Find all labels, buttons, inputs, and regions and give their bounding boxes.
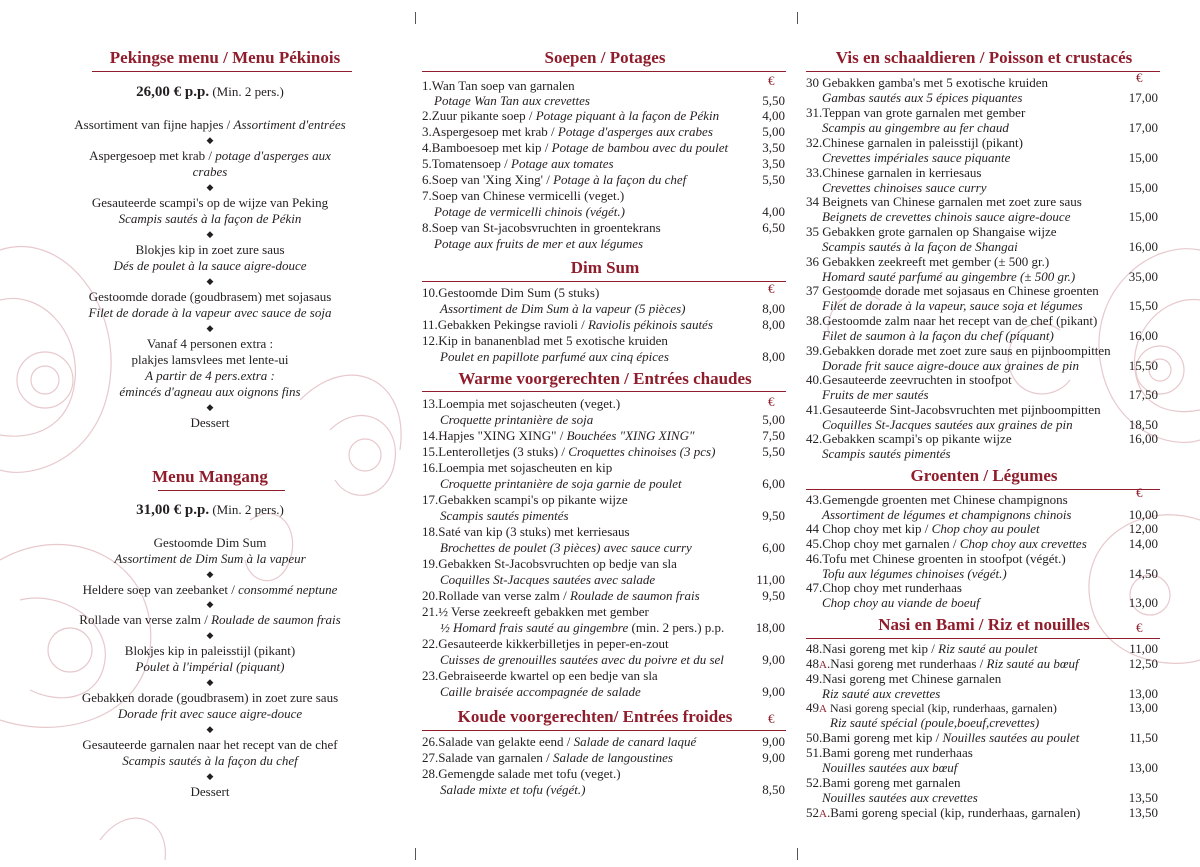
price: 14,00 <box>1128 536 1158 551</box>
price: 8,00 <box>762 317 785 332</box>
course-fr: Filet de dorade à la vapeur avec sauce de soja <box>88 305 332 320</box>
menu-item: 42.Gebakken scampi's op pikante wijze <box>806 431 1012 446</box>
title-underline <box>158 490 285 491</box>
menu-item-fr: Crevettes chinoises sauce curry <box>822 180 987 195</box>
menu-item-fr: Croquette printanière de soja <box>440 412 594 427</box>
euro-symbol: € <box>768 711 775 726</box>
menu-item: 32.Chinese garnalen in paleisstijl (pikant) <box>806 135 1023 150</box>
diamond-icon: ◆ <box>206 276 214 286</box>
menu-item: 51.Bami goreng met runderhaas <box>806 745 973 760</box>
price: 4,00 <box>762 204 785 219</box>
course: Gebakken dorade (goudbrasem) in zoet zure saus <box>81 690 339 705</box>
menu-pekingse-price <box>60 84 360 100</box>
price: 14,50 <box>1128 566 1158 581</box>
price: 16,00 <box>1128 239 1158 254</box>
euro-symbol: € <box>768 394 775 409</box>
menu-item: 1.Wan Tan soep van garnalen <box>422 78 575 93</box>
price: 6,00 <box>762 476 785 491</box>
menu-item: 37 Gestoomde dorade met sojasaus en Chinese groenten <box>806 283 1099 298</box>
euro-symbol: € <box>1136 485 1143 500</box>
price: 8,00 <box>762 349 785 364</box>
min-persons: (Min. 2 pers.) <box>209 502 284 517</box>
variant-mark: A <box>819 703 827 715</box>
course: Blokjes kip in paleisstijl (pikant) <box>124 643 296 658</box>
price: 13,50 <box>1128 790 1158 805</box>
menu-item: 31.Teppan van grote garnalen met gember <box>806 105 1026 120</box>
koude-title: Koude voorgerechten/ Entrées froides <box>457 707 733 726</box>
price: 15,00 <box>1128 209 1158 224</box>
menu-item: 41.Gesauteerde Sint-Jacobsvruchten met pijnboompitten <box>806 402 1101 417</box>
title-underline <box>806 71 1160 72</box>
menu-item: 18.Saté van kip (3 stuks) met kerriesaus <box>422 524 630 539</box>
title-underline <box>92 71 352 72</box>
price: 35,00 <box>1128 269 1158 284</box>
diamond-icon: ◆ <box>206 229 214 239</box>
course: Gesauteerde garnalen naar het recept van de chef <box>82 737 338 752</box>
price: 5,00 <box>762 412 785 427</box>
diamond-icon: ◆ <box>206 630 214 640</box>
course: Assortiment van fijne hapjes / Assortiment d'entrées <box>74 117 346 132</box>
course-fr: Assortiment de Dim Sum à la vapeur <box>114 551 306 566</box>
menu-item: 3.Aspergesoep met krab / Potage d'asperges aux crabes <box>422 124 713 139</box>
course: Gestoomde Dim Sum <box>153 535 267 550</box>
menu-item: 7.Soep van Chinese vermicelli (veget.) <box>422 188 625 203</box>
menu-item: 20.Rollade van verse zalm / Roulade de saumon frais <box>422 588 700 603</box>
menu-item-fr: Homard sauté parfumé au gingembre (± 500 gr.) <box>822 269 1076 284</box>
menu-item-fr: Coquilles St-Jacques sautées avec salade <box>440 572 656 587</box>
variant-mark: A <box>819 808 827 820</box>
price: 5,50 <box>762 444 785 459</box>
price: 16,00 <box>1128 328 1158 343</box>
menu-item: 52A.Bami goreng special (kip, runderhaas, garnalen) <box>806 805 1081 820</box>
menu-item-fr: Gambas sautés aux 5 épices piquantes <box>822 90 1023 105</box>
price: 15,50 <box>1128 298 1158 313</box>
menu-item: 35 Gebakken grote garnalen op Shangaise wijze <box>806 224 1057 239</box>
price: 9,50 <box>762 588 785 603</box>
menu-item-fr: Beignets de crevettes chinois sauce aigre-douce <box>822 209 1071 224</box>
menu-item: 30 Gebakken gamba's met 5 exotische kruiden <box>806 75 1049 90</box>
price: 12,00 <box>1128 521 1158 536</box>
menu-item-fr: Scampis sautés pimentés <box>822 446 951 461</box>
menu-item: 52.Bami goreng met garnalen <box>806 775 961 790</box>
fold-mark <box>797 12 798 24</box>
extra-l4: émincés d'agneau aux oignons fins <box>119 384 301 399</box>
menu-mangang-title: Menu Mangang <box>152 467 268 486</box>
course: Blokjes kip in zoet zure saus <box>135 242 285 257</box>
diamond-icon: ◆ <box>206 402 214 412</box>
course: Heldere soep van zeebanket / consommé neptune <box>82 582 338 597</box>
fold-mark <box>415 12 416 24</box>
menu-item-fr: Salade mixte et tofu (végét.) <box>440 782 586 797</box>
diamond-icon: ◆ <box>206 599 214 609</box>
variant-mark: A <box>819 659 827 671</box>
dessert: Dessert <box>190 784 230 799</box>
course: Gesauteerde scampi's op de wijze van Peking <box>91 195 329 210</box>
price: 17,50 <box>1128 387 1158 402</box>
menu-item-fr: Caille braisée accompagnée de salade <box>440 684 641 699</box>
menu-item: 40.Gesauteerde zeevruchten in stoofpot <box>806 372 1012 387</box>
price: 7,50 <box>762 428 785 443</box>
price: 9,00 <box>762 734 785 749</box>
extra-l2: plakjes lamsvlees met lente-ui <box>131 352 289 367</box>
menu-item: 33.Chinese garnalen in kerriesaus <box>806 165 982 180</box>
course-fr: Scampis sautés à la façon de Pékin <box>118 211 302 226</box>
title-underline <box>422 71 786 72</box>
price: 17,00 <box>1128 90 1158 105</box>
menu-item-fr: Potage de vermicelli chinois (végét.) <box>434 204 625 219</box>
price: 5,50 <box>762 93 785 108</box>
price: 8,50 <box>762 782 785 797</box>
price: 10,00 <box>1128 507 1158 522</box>
min-persons: (Min. 2 pers.) <box>209 84 284 99</box>
menu-item: 45.Chop choy met garnalen / Chop choy aux crevettes <box>806 536 1087 551</box>
menu-item-fr: Potage aux fruits de mer et aux légumes <box>434 236 644 251</box>
diamond-icon: ◆ <box>206 135 214 145</box>
menu-item: 48.Nasi goreng met kip / Riz sauté au poulet <box>806 641 1038 656</box>
price: 26,00 € p.p. <box>136 84 210 100</box>
extra-l3: A partir de 4 pers.extra : <box>145 368 275 383</box>
price: 13,00 <box>1128 700 1158 715</box>
fold-mark <box>797 848 798 860</box>
price: 15,00 <box>1128 180 1158 195</box>
menu-item: 16.Loempia met sojascheuten en kip <box>422 460 613 475</box>
course-fr: crabes <box>192 164 228 179</box>
price: 17,00 <box>1128 120 1158 135</box>
menu-item-fr: Coquilles St-Jacques sautées aux graines de pin <box>822 417 1073 432</box>
menu-item: 50.Bami goreng met kip / Nouilles sautées au poulet <box>806 730 1080 745</box>
price: 6,00 <box>762 540 785 555</box>
menu-item: 28.Gemengde salade met tofu (veget.) <box>422 766 621 781</box>
menu-item: 5.Tomatensoep / Potage aux tomates <box>422 156 614 171</box>
menu-item-fr: Riz sauté spécial (poule,boeuf,crevettes) <box>830 715 1040 730</box>
price: 8,00 <box>762 301 785 316</box>
menu-item-fr: Fruits de mer sautés <box>822 387 929 402</box>
menu-item-fr: Nouilles sautées aux bœuf <box>822 760 958 775</box>
menu-item: 11.Gebakken Pekingse ravioli / Raviolis pékinois sautés <box>422 317 713 332</box>
menu-item: 49.Nasi goreng met Chinese garnalen <box>806 671 1002 686</box>
menu-item-fr: Filet de saumon à la façon du chef (piquant) <box>822 328 1054 343</box>
price: 11,00 <box>1129 641 1158 656</box>
menu-item: 4.Bamboesoep met kip / Potage de bambou avec du poulet <box>422 140 729 155</box>
menu-item: 46.Tofu met Chinese groenten in stoofpot (végét.) <box>806 551 1066 566</box>
price: 3,50 <box>762 156 785 171</box>
course: Aspergesoep met krab / potage d'asperges aux <box>89 148 331 163</box>
menu-pekingse-title: Pekingse menu / Menu Pékinois <box>109 48 341 67</box>
diamond-icon: ◆ <box>206 724 214 734</box>
menu-item: 12.Kip in bananenblad met 5 exotische kruiden <box>422 333 668 348</box>
menu-item: 48A.Nasi goreng met runderhaas / Riz sauté au bœuf <box>806 656 1079 671</box>
menu-item: 26.Salade van gelakte eend / Salade de canard laqué <box>422 734 697 749</box>
nasi-title: Nasi en Bami / Riz et nouilles <box>878 615 1090 634</box>
menu-item: 2.Zuur pikante soep / Potage piquant à la façon de Pékin <box>422 108 720 123</box>
diamond-icon: ◆ <box>206 569 214 579</box>
menu-item: 49A Nasi goreng special (kip, runderhaas, garnalen) <box>806 700 1057 715</box>
price: 31,00 € p.p. <box>136 502 210 518</box>
menu-item: 36 Gebakken zeekreeft met gember (± 500 gr.) <box>806 254 1050 269</box>
soepen-title: Soepen / Potages <box>544 48 666 67</box>
menu-item: 39.Gebakken dorade met zoet zure saus en pijnboompitten <box>806 343 1111 358</box>
menu-item-fr: ½ Homard frais sauté au gingembre (min. 2 pers.) p.p. <box>440 620 725 635</box>
menu-item-fr: Scampis sautés à la façon de Shangai <box>822 239 1018 254</box>
menu-item: 17.Gebakken scampi's op pikante wijze <box>422 492 628 507</box>
menu-item-fr: Chop choy au viande de boeuf <box>822 595 980 610</box>
price: 16,00 <box>1128 431 1158 446</box>
price: 13,50 <box>1128 805 1158 820</box>
title-underline <box>806 638 1160 639</box>
price: 9,50 <box>762 508 785 523</box>
menu-item-fr: Cuisses de grenouilles sautées avec du poivre et du sel <box>440 652 724 667</box>
course-fr: Dés de poulet à la sauce aigre-douce <box>113 258 307 273</box>
menu-item-fr: Nouilles sautées aux crevettes <box>822 790 978 805</box>
fold-mark <box>415 848 416 860</box>
menu-mangang-price <box>60 502 360 518</box>
course-fr: Poulet à l'impérial (piquant) <box>135 659 285 674</box>
price: 18,00 <box>755 620 785 635</box>
vis-title: Vis en schaaldieren / Poisson et crustacés <box>835 48 1133 67</box>
euro-symbol: € <box>1136 70 1143 85</box>
euro-symbol: € <box>768 73 775 88</box>
menu-item-fr: Scampis sautés pimentés <box>440 508 569 523</box>
euro-symbol: € <box>1136 620 1143 635</box>
price: 15,50 <box>1128 358 1158 373</box>
price: 3,50 <box>762 140 785 155</box>
price: 15,00 <box>1128 150 1158 165</box>
menu-item: 44 Chop choy met kip / Chop choy au poulet <box>806 521 1040 536</box>
menu-item-fr: Croquette printanière de soja garnie de poulet <box>440 476 682 491</box>
menu-item: 6.Soep van 'Xing Xing' / Potage à la façon du chef <box>422 172 687 187</box>
menu-item: 47.Chop choy met runderhaas <box>806 580 962 595</box>
diamond-icon: ◆ <box>206 323 214 333</box>
menu-item-fr: Scampis au gingembre au fer chaud <box>822 120 1009 135</box>
title-underline <box>422 730 786 731</box>
price: 18,50 <box>1128 417 1158 432</box>
price: 9,00 <box>762 750 785 765</box>
menu-item-fr: Tofu aux légumes chinoises (végét.) <box>822 566 1007 581</box>
menu-item-fr: Dorade frit sauce aigre-douce aux graines de pin <box>822 358 1079 373</box>
menu-item: 15.Lenterolletjes (3 stuks) / Croquettes chinoises (3 pcs) <box>422 444 716 459</box>
menu-item: 19.Gebakken St-Jacobsvruchten op bedje van sla <box>422 556 677 571</box>
course: Gestoomde dorade (goudbrasem) met sojasaus <box>88 289 332 304</box>
dimsum-title: Dim Sum <box>570 258 640 277</box>
price: 11,00 <box>756 572 785 587</box>
menu-item: 23.Gebraiseerde kwartel op een bedje van sla <box>422 668 658 683</box>
menu-item: 22.Gesauteerde kikkerbilletjes in peper-en-zout <box>422 636 669 651</box>
course-fr: Dorade frit avec sauce aigre-douce <box>117 706 303 721</box>
price: 13,00 <box>1128 595 1158 610</box>
menu-item-fr: Potage Wan Tan aux crevettes <box>434 93 590 108</box>
menu-item-fr: Assortiment de légumes et champignons chinois <box>822 507 1072 522</box>
groenten-title: Groenten / Légumes <box>910 466 1058 485</box>
diamond-icon: ◆ <box>206 771 214 781</box>
price: 5,00 <box>762 124 785 139</box>
menu-item-fr: Crevettes impériales sauce piquante <box>822 150 1011 165</box>
warme-title: Warme voorgerechten / Entrées chaudes <box>458 369 752 388</box>
menu-item-fr: Filet de dorade à la vapeur, sauce soja et légumes <box>822 298 1083 313</box>
price: 13,00 <box>1128 686 1158 701</box>
price: 9,00 <box>762 652 785 667</box>
menu-item-fr: Riz sauté aux crevettes <box>822 686 941 701</box>
euro-symbol: € <box>768 281 775 296</box>
menu-item: 27.Salade van garnalen / Salade de langoustines <box>422 750 673 765</box>
diamond-icon: ◆ <box>206 182 214 192</box>
title-underline <box>422 281 786 282</box>
course-fr: Scampis sautés à la façon du chef <box>122 753 298 768</box>
menu-item-fr: Assortiment de Dim Sum à la vapeur (5 pièces) <box>440 301 686 316</box>
menu-item: 10.Gestoomde Dim Sum (5 stuks) <box>422 285 600 300</box>
menu-item: 34 Beignets van Chinese garnalen met zoet zure saus <box>806 194 1082 209</box>
title-underline <box>806 489 1160 490</box>
menu-item-fr: Poulet en papillote parfumé aux cinq épices <box>440 349 669 364</box>
title-underline <box>422 391 786 392</box>
course: Rollade van verse zalm / Roulade de saumon frais <box>79 612 341 627</box>
price: 4,00 <box>762 108 785 123</box>
diamond-icon: ◆ <box>206 677 214 687</box>
menu-item: 43.Gemengde groenten met Chinese champignons <box>806 492 1068 507</box>
price: 9,00 <box>762 684 785 699</box>
menu-item-fr: Brochettes de poulet (3 pièces) avec sauce curry <box>440 540 692 555</box>
price: 12,50 <box>1128 656 1158 671</box>
menu-item: 13.Loempia met sojascheuten (veget.) <box>422 396 621 411</box>
price: 5,50 <box>762 172 785 187</box>
menu-item: 38.Gestoomde zalm naar het recept van de chef (pikant) <box>806 313 1098 328</box>
price: 13,00 <box>1128 760 1158 775</box>
dessert: Dessert <box>190 415 230 430</box>
menu-item: 14.Hapjes "XING XING" / Bouchées "XING XING" <box>422 428 695 443</box>
price: 6,50 <box>762 220 785 235</box>
extra-l1: Vanaf 4 personen extra : <box>146 336 274 351</box>
price: 11,50 <box>1129 730 1158 745</box>
menu-item: 21.½ Verse zeekreeft gebakken met gember <box>422 604 649 619</box>
menu-item: 8.Soep van St-jacobsvruchten in groentekrans <box>422 220 661 235</box>
